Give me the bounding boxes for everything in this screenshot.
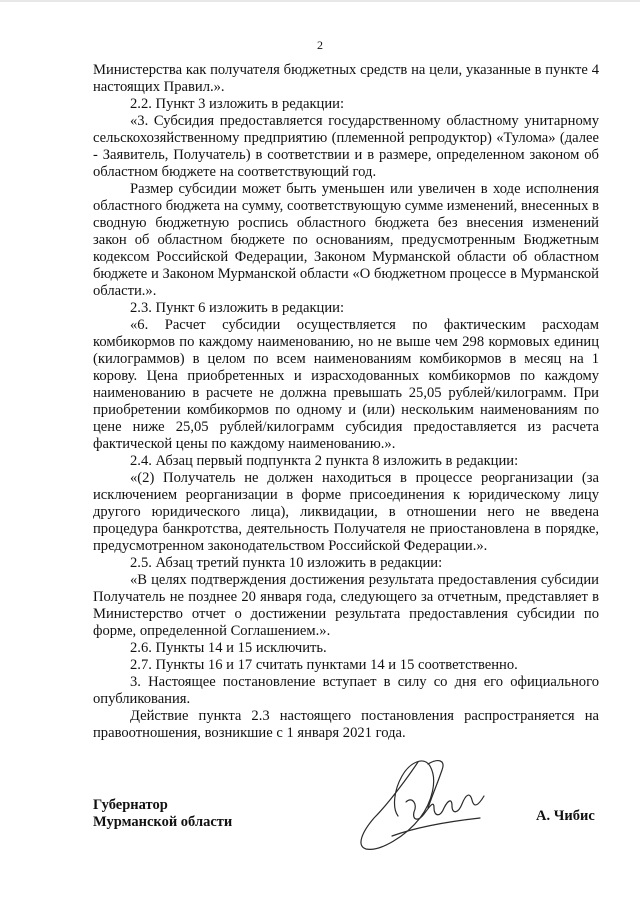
paragraph-clause-10: «В целях подтверждения достижения результата предоставления субсидии Получатель не позднее 20 января года, следующего за отчетным, представляет в Министерство отчет о достижении результата предоставления субсидии по форме, определенной Соглашением.». [93, 572, 599, 639]
paragraph-clause-6: «6. Расчет субсидии осуществляется по фактическим расходам комбикормов по каждому наименованию, но не выше чем 298 кормовых единиц (килограммов) в целом по всем наименованиям комбикормов в месяц на 1 корову. Цена приобретенных и израсходованных комбикормов по каждому наименованию в расчете не должна превышать 25,05 рублей/килограмм. При приобретении комбикормов по одному и (или) нескольким наименованиям по цене ниже 25,05 рублей/килограмм субсидия предоставляется из расчета фактической цены по каждому наименованию.». [93, 317, 599, 452]
paragraph-2-2: 2.2. Пункт 3 изложить в редакции: [130, 96, 345, 112]
signatory-position [93, 797, 232, 831]
page-number: 2 [317, 38, 323, 52]
paragraph-2-3: 2.3. Пункт 6 изложить в редакции: [130, 300, 345, 316]
paragraph-2-4: 2.4. Абзац первый подпункта 2 пункта 8 изложить в редакции: [130, 453, 519, 469]
top-edge-bar [0, 0, 640, 2]
signatory-position-line1: Губернатор [93, 797, 168, 813]
paragraph-continuation: Министерства как получателя бюджетных средств на цели, указанные в пункте 4 настоящих Правил.». [93, 62, 599, 95]
document-body [93, 62, 599, 742]
paragraph-2-5: 2.5. Абзац третий пункта 10 изложить в редакции: [130, 555, 443, 571]
paragraph-2-7: 2.7. Пункты 16 и 17 считать пунктами 14 и 15 соответственно. [130, 657, 518, 673]
paragraph-effect-clause: Действие пункта 2.3 настоящего постановления распространяется на правоотношения, возникшие с 1 января 2021 года. [93, 708, 599, 741]
signatory-position-line2: Мурманской области [93, 814, 233, 830]
paragraph-clause-8-2: «(2) Получатель не должен находиться в процессе реорганизации (за исключением реорганизации в форме присоединения к юридическому лицу другого юридического лица), ликвидации, в отношении него не введена процедура банкротства, деятельность Получателя не приостановлена в порядке, предусмотренном законодательством Российской Федерации.». [93, 470, 599, 554]
paragraph-subsidy-size: Размер субсидии может быть уменьшен или увеличен в ходе исполнения областного бюджета на сумму, соответствующую сумме изменений, внесенных в сводную бюджетную роспись областного бюджета без внесения изменений закон об областном бюджете по основаниям, предусмотренным Бюджетным кодексом Российской Федерации, Законом Мурманской области об областном бюджете и Законом Мурманской области «О бюджетном процессе в Мурманской области.». [93, 181, 599, 299]
paragraph-clause-3: «3. Субсидия предоставляется государственному областному унитарному сельскохозяйственному предприятию (племенной репродуктор) «Тулома» (далее - Заявитель, Получатель) в соответствии и в размере, определенном законом об областном бюджете на соответствующий год. [93, 113, 599, 180]
handwritten-signature [352, 752, 502, 862]
paragraph-3: 3. Настоящее постановление вступает в силу со дня его официального опубликования. [93, 674, 599, 707]
paragraph-2-6: 2.6. Пункты 14 и 15 исключить. [130, 640, 327, 656]
signatory-name: А. Чибис [536, 808, 595, 824]
